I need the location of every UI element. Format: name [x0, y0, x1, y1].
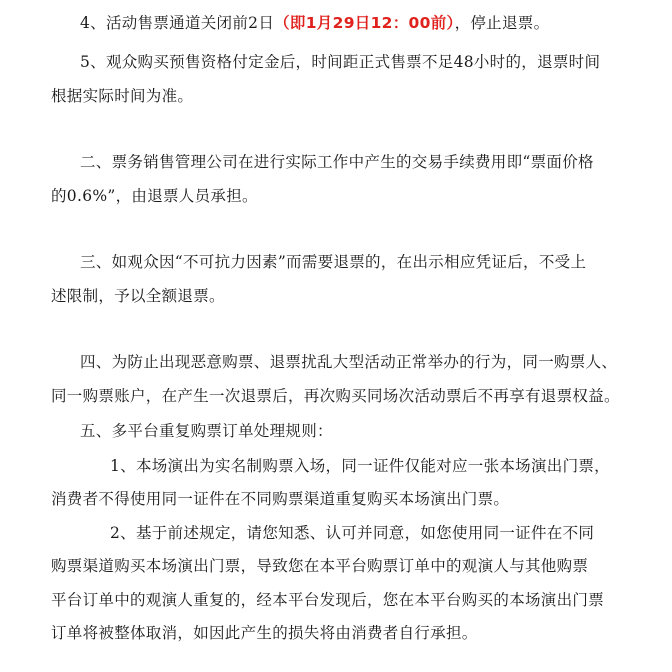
rule-2-line-2: 购票渠道购买本场演出门票，导致您在本平台购票订单中的观演人与其他购票 — [51, 557, 589, 575]
item-4-line — [80, 11, 549, 35]
section-3-line-1: 三、如观众因“不可抗力因素”而需要退票的，在出示相应凭证后，不受上 — [80, 253, 587, 271]
item-5-line-1: 5、观众购买预售资格付定金后，时间距正式售票不足48小时的，退票时间 — [80, 53, 601, 71]
section-4-line-2: 同一购票账户，在产生一次退票后，再次购买同场次活动票后不再享有退票权益。 — [51, 387, 620, 405]
section-5-title: 五、多平台重复购票订单处理规则： — [80, 422, 333, 440]
item-4-deadline-highlight: （即1月29日12：00前） — [274, 14, 455, 32]
rule-2-line-3: 平台订单中的观演人重复的，经本平台发现后，您在本平台购买的本场演出门票 — [51, 591, 605, 609]
section-3-line-2: 述限制，予以全额退票。 — [51, 287, 225, 305]
section-2-line-2: 的0.6%”，由退票人员承担。 — [51, 187, 258, 205]
item-4-text: 4、活动售票通道关闭前2日 — [80, 14, 275, 32]
item-4-suffix: ，停止退票。 — [454, 14, 550, 32]
rule-2-line-1: 2、基于前述规定，请您知悉、认可并同意，如您使用同一证件在不同 — [110, 524, 595, 542]
section-4-line-1: 四、为防止出现恶意购票、退票扰乱大型活动正常举办的行为，同一购票人、 — [80, 353, 618, 371]
rule-2-line-4: 订单将被整体取消，如因此产生的损失将由消费者自行承担。 — [51, 624, 478, 642]
section-2-line-1: 二、票务销售管理公司在进行实际工作中产生的交易手续费用即“票面价格 — [80, 153, 594, 171]
rule-1-line-1: 1、本场演出为实名制购票入场，同一证件仅能对应一张本场演出门票， — [110, 457, 610, 475]
rule-1-line-2: 消费者不得使用同一证件在不同购票渠道重复购买本场演出门票。 — [51, 490, 510, 508]
item-5-line-2: 根据实际时间为准。 — [51, 87, 194, 105]
